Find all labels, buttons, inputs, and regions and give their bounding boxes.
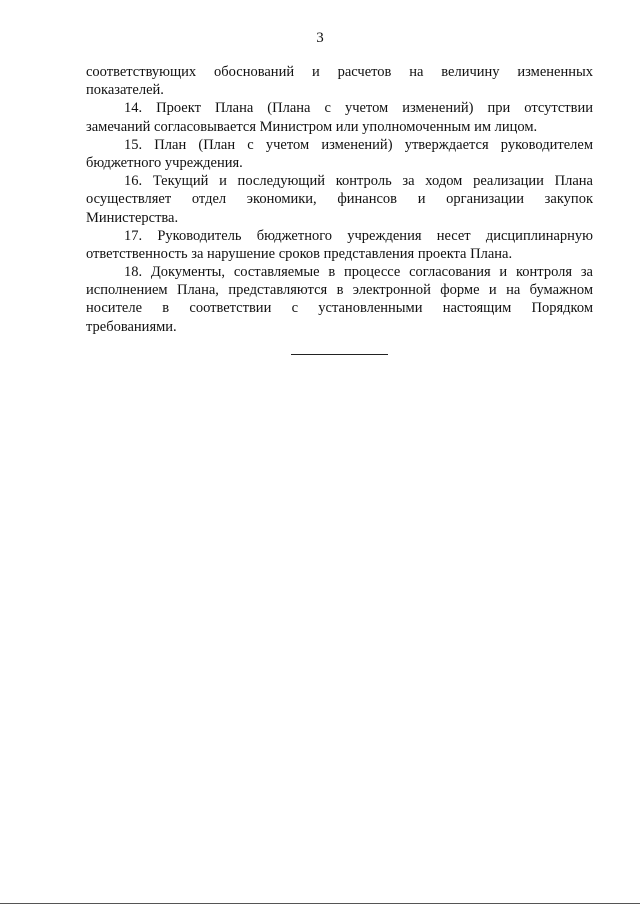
document-body	[86, 63, 593, 336]
paragraph-17	[86, 227, 593, 263]
text-line: Министерства.	[86, 209, 179, 226]
text-line: носителе в соответствии с установленными настоящим Порядком	[86, 300, 593, 317]
text-line: 17. Руководитель бюджетного учреждения несет дисциплинарную	[124, 227, 593, 244]
text-line: соответствующих обоснований и расчетов на величину измененных	[86, 64, 593, 80]
text-line: ответственность за нарушение сроков представления проекта Плана.	[86, 245, 513, 262]
text-line: показателей.	[86, 82, 164, 99]
paragraph-18	[86, 263, 593, 336]
paragraph-14	[86, 99, 593, 135]
text-line: 18. Документы, составляемые в процессе согласования и контроля за	[124, 264, 593, 281]
text-line: 16. Текущий и последующий контроль за ходом реализации Плана	[124, 173, 593, 190]
paragraph-16	[86, 172, 593, 227]
text-line: 14. Проект Плана (Плана с учетом изменений) при отсутствии	[124, 100, 593, 117]
page-number: 3	[316, 30, 324, 46]
text-line: 15. План (План с учетом изменений) утверждается руководителем	[124, 136, 593, 153]
text-line: бюджетного учреждения.	[86, 154, 243, 171]
page-bottom-edge	[0, 903, 640, 904]
text-line: замечаний согласовывается Министром или уполномоченным им лицом.	[86, 118, 538, 135]
text-line: исполнением Плана, представляются в электронной форме и на бумажном	[86, 282, 593, 299]
text-line: осуществляет отдел экономики, финансов и организации закупок	[86, 191, 593, 208]
text-line: требованиями.	[86, 318, 177, 335]
paragraph-15	[86, 136, 593, 172]
end-of-document-rule	[291, 354, 388, 355]
paragraph-continuation	[86, 63, 593, 99]
